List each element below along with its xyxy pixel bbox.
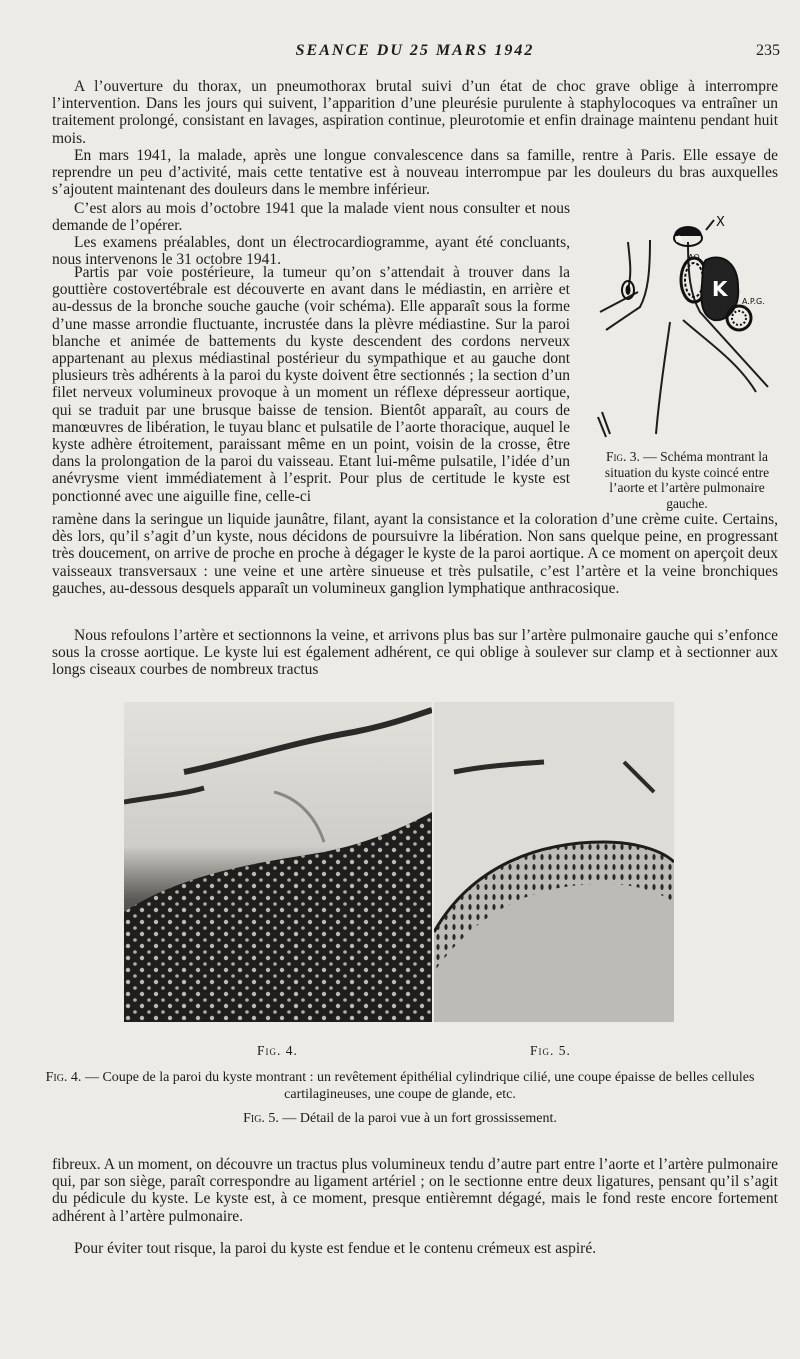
figure-3-caption-lead: Fig. 3. (605, 449, 640, 464)
figure-5-micrograph (434, 702, 674, 1022)
page-number: 235 (756, 42, 780, 59)
paragraph-2: En mars 1941, la malade, après une longue convalescence dans sa famille, rentre à Paris. Elle essaye de reprendre un peu d’activité, mais cette tentative est à nouveau interrompue par les douleurs du bras auxquelles s’ajoutent maintenant des douleurs dans le membre inférieur. (52, 147, 778, 199)
figure-4-caption (40, 1069, 760, 1103)
figure-5-photo (434, 702, 674, 1022)
paragraph-8: Pour éviter tout risque, la paroi du kyste est fendue et le contenu crémeux est aspiré. (74, 1240, 597, 1257)
figure-4-micrograph (124, 702, 432, 1022)
paragraph-7: fibreux. A un moment, on découvre un tractus plus volumineux tendu d’autre part entre l’aorte et l’artère pulmonaire qui, par son siège, paraît correspondre au ligament artériel ; on le sectionne entre deux ligatures, pensant qu’il s’agit du pédicule du kyste. Le kyste est, à ce moment, presque entièremnt dégagé, mais le fond reste encore fortement adhérent à l’artère pulmonaire. (52, 1156, 778, 1225)
paragraph-5: Partis par voie postérieure, la tumeur qu’on s’attendait à trouver dans la gouttière costovertébrale est découverte en avant dans le médiastin, en arrière et au-dessus de la bronche souche gauche (voir schéma). Elle apparaît sous la forme d’une masse arrondie fluctuante, incrustée dans la plèvre médiastine. Sur la paroi blanche et animée de battements du kyste descendent des cordons nerveux appartenant au plexus médiastinal postérieur du sympathique et au gauche dont plusieurs très adhérents à la paroi du kyste doivent être sectionnés ; la section d’un filet nerveux volumineux provoque à un moment un réflexe dépresseur aortique, qui se traduit par une brusque baisse de tension. Bientôt apparaît, au cours de manœuvres de libération, le tuyau blanc et pulsatile de l’aorte thoracique, auquel le kyste adhère étroitement, paraissant même en un point, voisin de la crosse, être dans la prolongation de la paroi du vaisseau. Etant lui-même pulsatile, l’idée d’un anévrysme vient immédiatement à l’esprit. Pour plus de certitude le kyste est ponctionné avec une aiguille fine, celle-ci (52, 264, 570, 505)
paragraph-6: Nous refoulons l’artère et sectionnons la veine, et arrivons plus bas sur l’artère pulmonaire gauche qui s’enfonce sous la crosse aortique. Le kyste lui est également adhérent, ce qui oblige à soulever sur clamp et à sectionner aux longs ciseaux courbes de nombreux tractus (52, 627, 778, 679)
label-x: X (716, 215, 725, 230)
label-a: A. (676, 235, 685, 245)
figure-4-photo (124, 702, 432, 1022)
paragraph-3: C’est alors au mois d’octobre 1941 que la malade vient nous consulter et nous demande de l’opérer. (52, 200, 570, 235)
page-header (50, 42, 780, 64)
schema-drawing (588, 212, 780, 444)
label-k: K (712, 277, 728, 301)
figure-5-caption (40, 1110, 760, 1127)
bronchus-stem-left (656, 322, 670, 434)
figure-5-caption-lead: Fig. 5. (243, 1111, 279, 1126)
figure-4-caption-lead: Fig. 4. (45, 1070, 82, 1085)
figure-3-caption (592, 449, 782, 511)
running-head: SEANCE DU 25 MARS 1942 (295, 42, 535, 59)
paragraph-4: Les examens préalables, dont un électrocardiogramme, ayant été concluants, nous intervenons le 31 octobre 1941. (52, 234, 570, 269)
figure-3-schema (588, 212, 780, 444)
pulmonary-artery-section (727, 306, 751, 330)
paragraph-1: A l’ouverture du thorax, un pneumothorax brutal suivi d’un état de choc grave oblige à interrompre l’intervention. Dans les jours qui suivent, l’apparition d’une pleurésie purulente à staphylocoques va entraîner un traitement prolongé, consistant en lavages, aspiration continue, pleurotomie et enfin drainage maintenu pendant huit mois. (52, 78, 778, 147)
figure-3-caption-text: — Schéma montrant la situation du kyste coincé entre l’aorte et l’artère pulmonaire gauche. (604, 449, 770, 511)
label-ao: AO. (688, 253, 702, 262)
x-pointer (706, 220, 714, 230)
figure-4-label: Fig. 4. (257, 1043, 298, 1058)
paragraph-5-continued: ramène dans la seringue un liquide jaunâtre, filant, ayant la consistance et la coloration d’une crème cuite. Certains, dès lors, qu’il s’agit d’un kyste, nous décidons de poursuivre la libération. Non sans quelque peine, en progressant très doucement, on arrive de proche en proche à dégager le kyste de la paroi aortique. A ce moment on aperçoit deux vaisseaux transversaux : une veine et une artère sinueuse et très pulsatile, c’est l’artère et la veine bronchiques gauches, au-dessous desquels apparaît un volumineux ganglion lymphatique anthracosique. (52, 511, 778, 597)
figure-5-caption-text: — Détail de la paroi vue à un fort grossissement. (278, 1111, 557, 1126)
vessel-left (628, 242, 630, 290)
figure-5-label: Fig. 5. (530, 1043, 571, 1058)
bronchus-stem-right (683, 320, 756, 392)
label-apg: A.P.G. (742, 297, 765, 306)
figure-4-caption-text: — Coupe de la paroi du kyste montrant : un revêtement épithélial cylindrique cilié, une coupe épaisse de belles cellules cartilagineuses, une coupe de glande, etc. (81, 1070, 755, 1102)
